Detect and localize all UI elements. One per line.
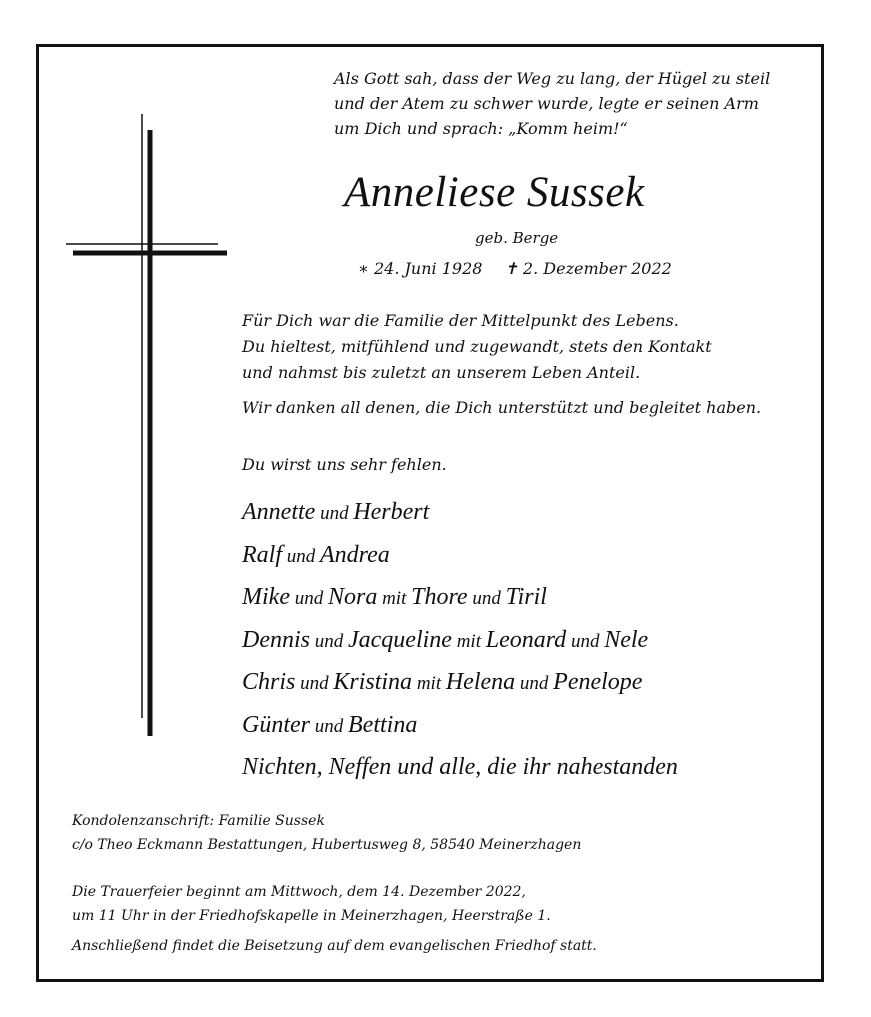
mourner-line [242, 620, 678, 663]
condolence-line: c/o Theo Eckmann Bestattungen, Hubertusweg 8, 58540 Meinerzhagen [72, 837, 582, 853]
mourner-name: Tiril [505, 584, 547, 610]
condolence-address [72, 809, 581, 857]
connector-word: und [467, 588, 506, 609]
mourner-name: Mike [242, 584, 290, 610]
service-line: um 11 Uhr in der Friedhofskapelle in Meinerzhagen, Heerstraße 1. [72, 908, 551, 924]
mourner-name: Herbert [353, 499, 430, 525]
mourner-name: Ralf [242, 541, 282, 568]
connector-word: und [566, 630, 605, 652]
connector-word: mit [451, 630, 486, 652]
thanks-paragraph: Wir danken all denen, die Dich unterstützt und begleitet haben. [242, 398, 762, 417]
deceased-name: Anneliese Sussek [344, 169, 645, 216]
connector-word: und [282, 545, 320, 567]
mourner-name: Jacqueline [348, 626, 452, 653]
connector-word: und [315, 503, 354, 524]
life-dates [358, 259, 672, 278]
mourner-name: Andrea [320, 541, 390, 568]
connector-word: mit [412, 673, 446, 694]
mourner-line [242, 705, 678, 748]
mourner-name: Annette [242, 499, 316, 525]
mourner-name: Bettina [348, 711, 418, 738]
mourner-name: Kristina [333, 669, 413, 695]
tribute-line: Du hieltest, mitfühlend und zugewandt, stets den Kontakt [242, 337, 712, 356]
mourner-line [242, 747, 678, 789]
mourner-name: Nele [604, 626, 649, 653]
service-info [72, 880, 597, 958]
mourner-line [242, 535, 678, 578]
mourner-name: Penelope [553, 669, 643, 695]
death-date: ✝ 2. Dezember 2022 [504, 259, 672, 278]
connector-word: und [289, 588, 328, 609]
connector-word: und [310, 715, 348, 737]
cross-icon [60, 110, 235, 740]
motto-line: um Dich und sprach: „Komm heim!“ [334, 119, 628, 138]
service-line: Anschließend findet die Beisetzung auf dem evangelischen Friedhof statt. [72, 938, 597, 954]
condolence-line: Kondolenzanschrift: Familie Sussek [72, 813, 325, 829]
service-line: Die Trauerfeier beginnt am Mittwoch, dem 14. Dezember 2022, [72, 884, 526, 900]
mourner-name: Leonard [485, 626, 567, 653]
mourner-name: Thore [411, 584, 468, 610]
tribute-paragraph [242, 308, 712, 386]
mourner-line [242, 577, 678, 620]
connector-word: und [295, 673, 334, 694]
mourner-name: Günter [242, 711, 310, 738]
connector-word: und [310, 630, 348, 652]
mourner-line [242, 492, 678, 535]
tribute-line: und nahmst bis zuletzt an unserem Leben Anteil. [242, 363, 641, 382]
mourner-name: Dennis [242, 626, 310, 653]
motto-line: und der Atem zu schwer wurde, legte er seinen Arm [334, 94, 759, 113]
farewell-line: Du wirst uns sehr fehlen. [242, 455, 447, 474]
mourner-name: Nichten, Neffen und alle, die ihr nahestanden [242, 754, 678, 780]
connector-word: mit [377, 588, 412, 609]
maiden-name: geb. Berge [475, 229, 559, 247]
tribute-line: Für Dich war die Familie der Mittelpunkt des Lebens. [242, 311, 679, 330]
connector-word: und [515, 673, 554, 694]
mourner-name: Chris [242, 669, 296, 695]
mourners-list [242, 492, 678, 789]
mourner-line [242, 662, 678, 705]
mourner-name: Helena [445, 669, 516, 695]
mourner-name: Nora [327, 584, 378, 610]
birth-date: ∗ 24. Juni 1928 [358, 259, 483, 278]
motto-quote [334, 66, 770, 141]
motto-line: Als Gott sah, dass der Weg zu lang, der Hügel zu steil [334, 69, 771, 88]
